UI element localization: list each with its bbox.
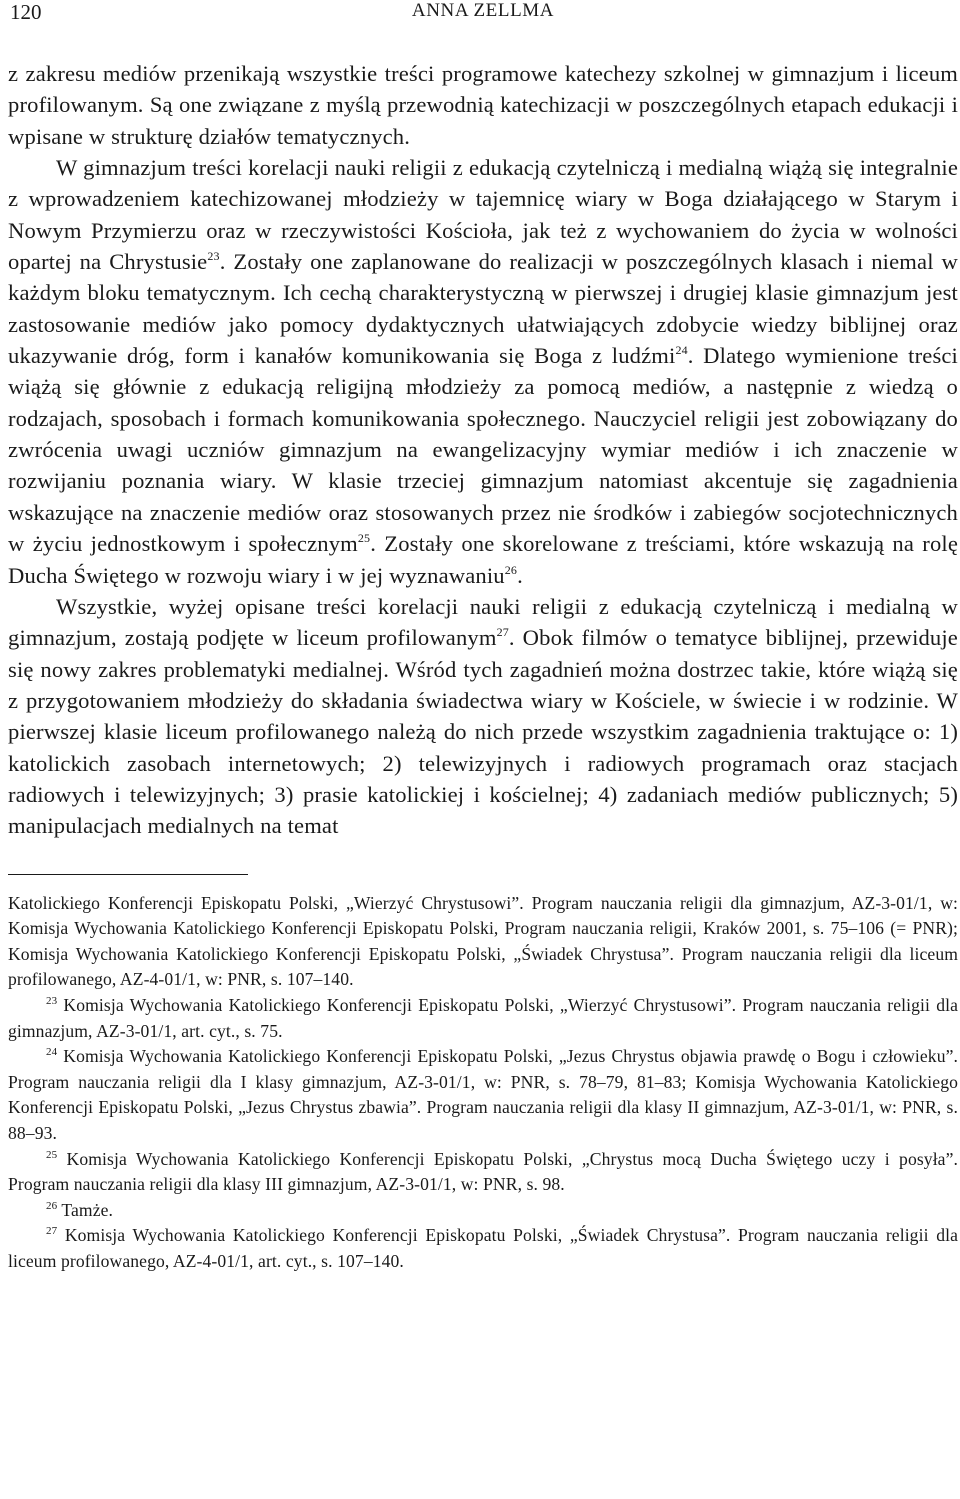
footnote-ref-26[interactable]: 26 — [504, 562, 518, 577]
footnote-ref-25[interactable]: 25 — [357, 531, 371, 546]
footnote-text: Komisja Wychowania Katolickiego Konferencji Episkopatu Polski, „Wierzyć Chrystusowi”. Program nauczania religii dla gimnazjum, AZ-3-01/1, art. cyt., s. 75. — [8, 994, 958, 1041]
footnote-number: 27 — [46, 1225, 58, 1238]
footnote-number: 25 — [46, 1148, 58, 1161]
footnote-number: 24 — [46, 1046, 58, 1059]
footnote-26 — [8, 1198, 958, 1224]
paragraph-2-text-cont: . Zostały one zaplanowane do realizacji w poszczególnych klasach i niemal w każdym bloku tematycznym. Ich cechą charakterystyczną w pierwszej i drugiej klasie gimnazjum jest zastosowanie mediów jako pomocy dydaktycznych ułatwiających zdobycie wiedzy biblijnej oraz ukazywanie dróg, form i kanałów komunikowania się Boga z ludźmi — [8, 249, 958, 369]
footnote-ref-24[interactable]: 24 — [675, 343, 688, 358]
footnote-number: 23 — [46, 994, 58, 1007]
footnote-text: Komisja Wychowania Katolickiego Konferencji Episkopatu Polski, „Jezus Chrystus objawia prawdę o Bogu i człowieku”. Program nauczania religii dla I klasy gimnazjum, AZ-3-01/1, w: PNR, s. 78–79, 81–83; Komisja Wychowania Katolickiego Konferencji Episkopatu Polski, „Jezus Chrystus zbawia”. Program nauczania religii dla klasy II gimnazjum, AZ-3-01/1, w: PNR, s. 88–93. — [8, 1046, 958, 1143]
running-head: ANNA ZELLMA — [411, 0, 555, 21]
document-page — [8, 0, 958, 1275]
paragraph-2 — [8, 152, 958, 591]
footnote-text: Tamże. — [57, 1199, 114, 1220]
paragraph-2-text-cont: . Dlatego wymienione treści wiążą się głównie z edukacją religijną młodzieży za pomocą mediów, a następnie z wiedzą o rodzajach, sposobach i formach komunikowania społecznego. Nauczyciel religii jest zobowiązany do zwrócenia uwagi uczniów gimnazjum na ewangelizacyjny wymiar mediów i ich znaczenie w rozwijaniu poznania wiary. W klasie trzeciej gimnazjum natomiast akcentuje się zagadnienia wskazujące na znaczenie mediów oraz stosowanych przez nie środków i zabiegów socjotechnicznych w życiu jednostkowym i społecznym — [8, 343, 958, 557]
footnote-continued — [8, 891, 958, 993]
paragraph-2-text-end: . — [517, 562, 523, 588]
footnote-separator — [8, 874, 248, 875]
paragraph-2-text: W gimnazjum treści korelacji nauki religii z edukacją czytelniczą i medialną wiążą się integralnie z wprowadzeniem katechizowanej młodzieży w tajemnicę wiary w Boga działającego w Starym i Nowym Przymierzu oraz w rzeczywistości Kościoła, jak też z wychowaniem do życia w wolności opartej na Chrystusie — [8, 155, 958, 275]
page-header — [8, 0, 958, 32]
footnote-24 — [8, 1044, 958, 1146]
footnote-ref-27[interactable]: 27 — [496, 625, 509, 640]
footnote-ref-23[interactable]: 23 — [207, 249, 220, 264]
footnote-continued-text: Katolickiego Konferencji Episkopatu Polski, „Wierzyć Chrystusowi”. Program nauczania religii dla gimnazjum, AZ-3-01/1, w: Komisja Wychowania Katolickiego Konferencji Episkopatu Polski, Program nauczania religii, Kraków 2001, s. 75–106 (= PNR); Komisja Wychowania Katolickiego Konferencji Episkopatu Polski, „Świadek Chrystusa”. Program nauczania religii dla liceum profilowanego, AZ-4-01/1, w: PNR, s. 107–140. — [8, 892, 958, 990]
footnotes — [8, 891, 958, 1275]
footnote-text: Komisja Wychowania Katolickiego Konferencji Episkopatu Polski, „Chrystus mocą Ducha Świętego uczy i posyła”. Program nauczania religii dla klasy III gimnazjum, AZ-3-01/1, w: PNR, s. 98. — [8, 1148, 958, 1195]
paragraph-3 — [8, 591, 958, 842]
footnote-text: Komisja Wychowania Katolickiego Konferencji Episkopatu Polski, „Świadek Chrystusa”. Program nauczania religii dla liceum profilowanego, AZ-4-01/1, art. cyt., s. 107–140. — [8, 1225, 958, 1271]
footnote-27 — [8, 1223, 958, 1274]
paragraph-1-text: z zakresu mediów przenikają wszystkie treści programowe katechezy szkolnej w gimnazjum i liceum profilowanym. Są one związane z myślą przewodnią katechizacji w poszczególnych etapach edukacji i wpisane w strukturę działów tematycznych. — [8, 61, 958, 149]
footnote-23 — [8, 993, 958, 1044]
paragraph-1 — [8, 58, 958, 152]
paragraph-3-text: Wszystkie, wyżej opisane treści korelacji nauki religii z edukacją czytelniczą i medialną w gimnazjum, zostają podjęte w liceum profilowanym — [8, 593, 958, 651]
page-number: 120 — [10, 0, 42, 24]
footnote-number: 26 — [46, 1199, 58, 1212]
paragraph-3-text-cont: . Obok filmów o tematyce biblijnej, przewiduje się nowy zakres problematyki medialnej. Wśród tych zagadnień można dostrzec takie, które wiążą się z przygotowaniem młodzieży do składania świadectwa wiary w Kościele, w świecie i w rodzinie. W pierwszej klasie liceum profilowanego należą do nich przede wszystkim zagadnienia traktujące o: 1) katolickich zasobach internetowych; 2) telewizyjnych i radiowych programach oraz stacjach radiowych i telewizyjnych; 3) prasie katolickiej i kościelnej; 4) zadaniach mediów publicznych; 5) manipulacjach medialnych na temat — [8, 625, 958, 839]
main-text — [8, 58, 958, 842]
paragraph-2-text-cont: . Zostały one skorelowane z treściami, które wskazują na rolę Ducha Świętego w rozwoju wiary i w jej wyznawaniu — [8, 531, 958, 588]
footnote-25 — [8, 1147, 958, 1198]
